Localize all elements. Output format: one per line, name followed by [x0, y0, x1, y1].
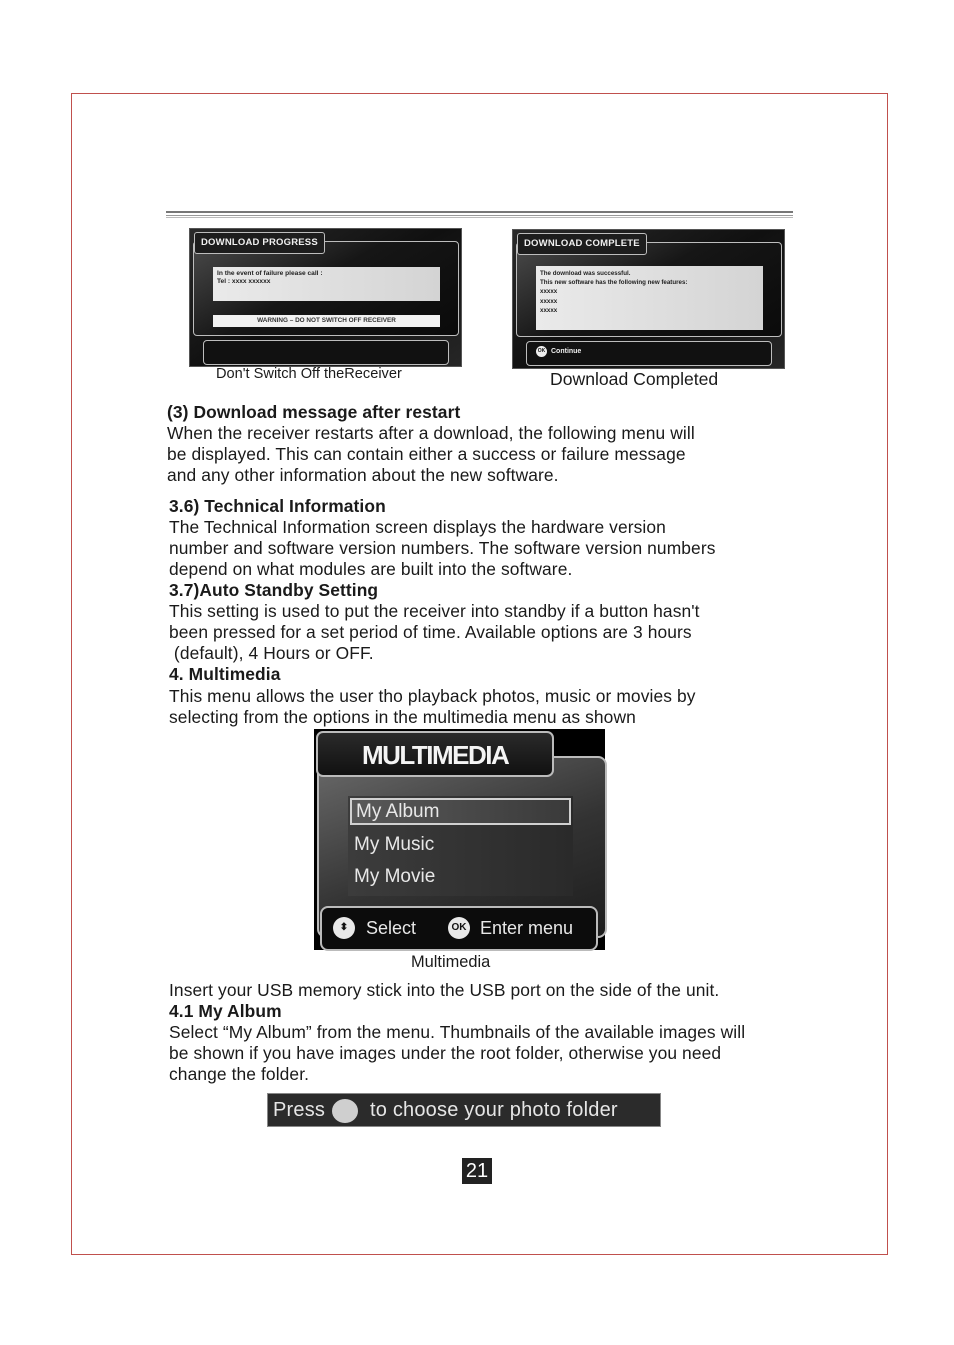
menu-item-my-movie[interactable]: My Movie	[354, 866, 436, 887]
continue-label: Continue	[551, 348, 582, 355]
download-complete-screenshot	[512, 229, 785, 369]
select-label: Select	[366, 918, 417, 938]
photo-folder-prefix: Press	[273, 1099, 326, 1121]
section-3-7-line: been pressed for a set period of time. Available options are 3 hours	[169, 622, 692, 642]
multimedia-screenshot	[314, 729, 605, 950]
section-3-line: and any other information about the new software.	[167, 465, 559, 485]
section-3-6-heading: 3.6) Technical Information	[169, 496, 386, 516]
download-complete-message: The download was successful. This new software has the following new features: xxxxx xxxxx xxxxx	[536, 266, 763, 330]
header-rule	[166, 211, 793, 213]
multimedia-footer	[320, 906, 598, 951]
select-arrows-icon: ⬍	[333, 917, 355, 939]
header-rule-light	[166, 217, 793, 218]
usb-instruction: Insert your USB memory stick into the USB port on the side of the unit.	[169, 980, 720, 1000]
section-4-heading: 4. Multimedia	[169, 664, 281, 684]
section-4-1-line: Select “My Album” from the menu. Thumbnails of the available images will	[169, 1022, 746, 1042]
section-3-7-line: This setting is used to put the receiver into standby if a button hasn't	[169, 601, 700, 621]
menu-item-my-music[interactable]: My Music	[354, 834, 435, 855]
download-complete-caption: Download Completed	[550, 369, 719, 389]
section-4-1-line: be shown if you have images under the root folder, otherwise you need	[169, 1043, 722, 1063]
enter-menu-label: Enter menu	[480, 918, 574, 938]
download-progress-warning: WARNING – DO NOT SWITCH OFF RECEIVER	[213, 315, 440, 327]
header-rule-thin	[166, 215, 793, 216]
download-complete-tab: DOWNLOAD COMPLETE	[517, 233, 647, 255]
section-3-heading: (3) Download message after restart	[167, 402, 461, 422]
page-number: 21	[462, 1158, 492, 1184]
menu-item-my-album[interactable]: My Album	[350, 798, 571, 825]
photo-folder-suffix: to choose your photo folder	[370, 1099, 618, 1121]
download-progress-message: In the event of failure please call : Tel : xxxx xxxxxx	[213, 267, 440, 301]
multimedia-caption: Multimedia	[411, 953, 491, 971]
download-progress-tab: DOWNLOAD PROGRESS	[194, 232, 325, 254]
section-4-1-heading: 4.1 My Album	[169, 1001, 282, 1021]
section-3-6-line: depend on what modules are built into the software.	[169, 559, 573, 579]
section-4-1-line: change the folder.	[169, 1064, 310, 1084]
section-3-7-heading: 3.7)Auto Standby Setting	[169, 580, 379, 600]
button-circle-icon	[332, 1099, 358, 1123]
download-progress-screenshot	[189, 228, 462, 367]
multimedia-menu	[348, 796, 573, 896]
ok-icon: OK	[536, 346, 547, 357]
section-3-line: When the receiver restarts after a download, the following menu will	[167, 423, 695, 443]
section-3-line: be displayed. This can contain either a success or failure message	[167, 444, 686, 464]
section-4-line: selecting from the options in the multimedia menu as shown	[169, 707, 636, 727]
download-complete-footer	[526, 341, 772, 366]
download-progress-footer	[203, 340, 449, 365]
section-3-6-line: number and software version numbers. The software version numbers	[169, 538, 716, 558]
ok-icon: OK	[448, 917, 470, 939]
download-progress-caption: Don't Switch Off theReceiver	[216, 366, 402, 382]
section-3-7-line: (default), 4 Hours or OFF.	[169, 643, 374, 663]
section-4-line: This menu allows the user tho playback photos, music or movies by	[169, 686, 696, 706]
multimedia-title: MULTIMEDIA	[316, 731, 554, 777]
section-3-6-line: The Technical Information screen displays the hardware version	[169, 517, 666, 537]
photo-folder-prompt	[267, 1093, 661, 1127]
